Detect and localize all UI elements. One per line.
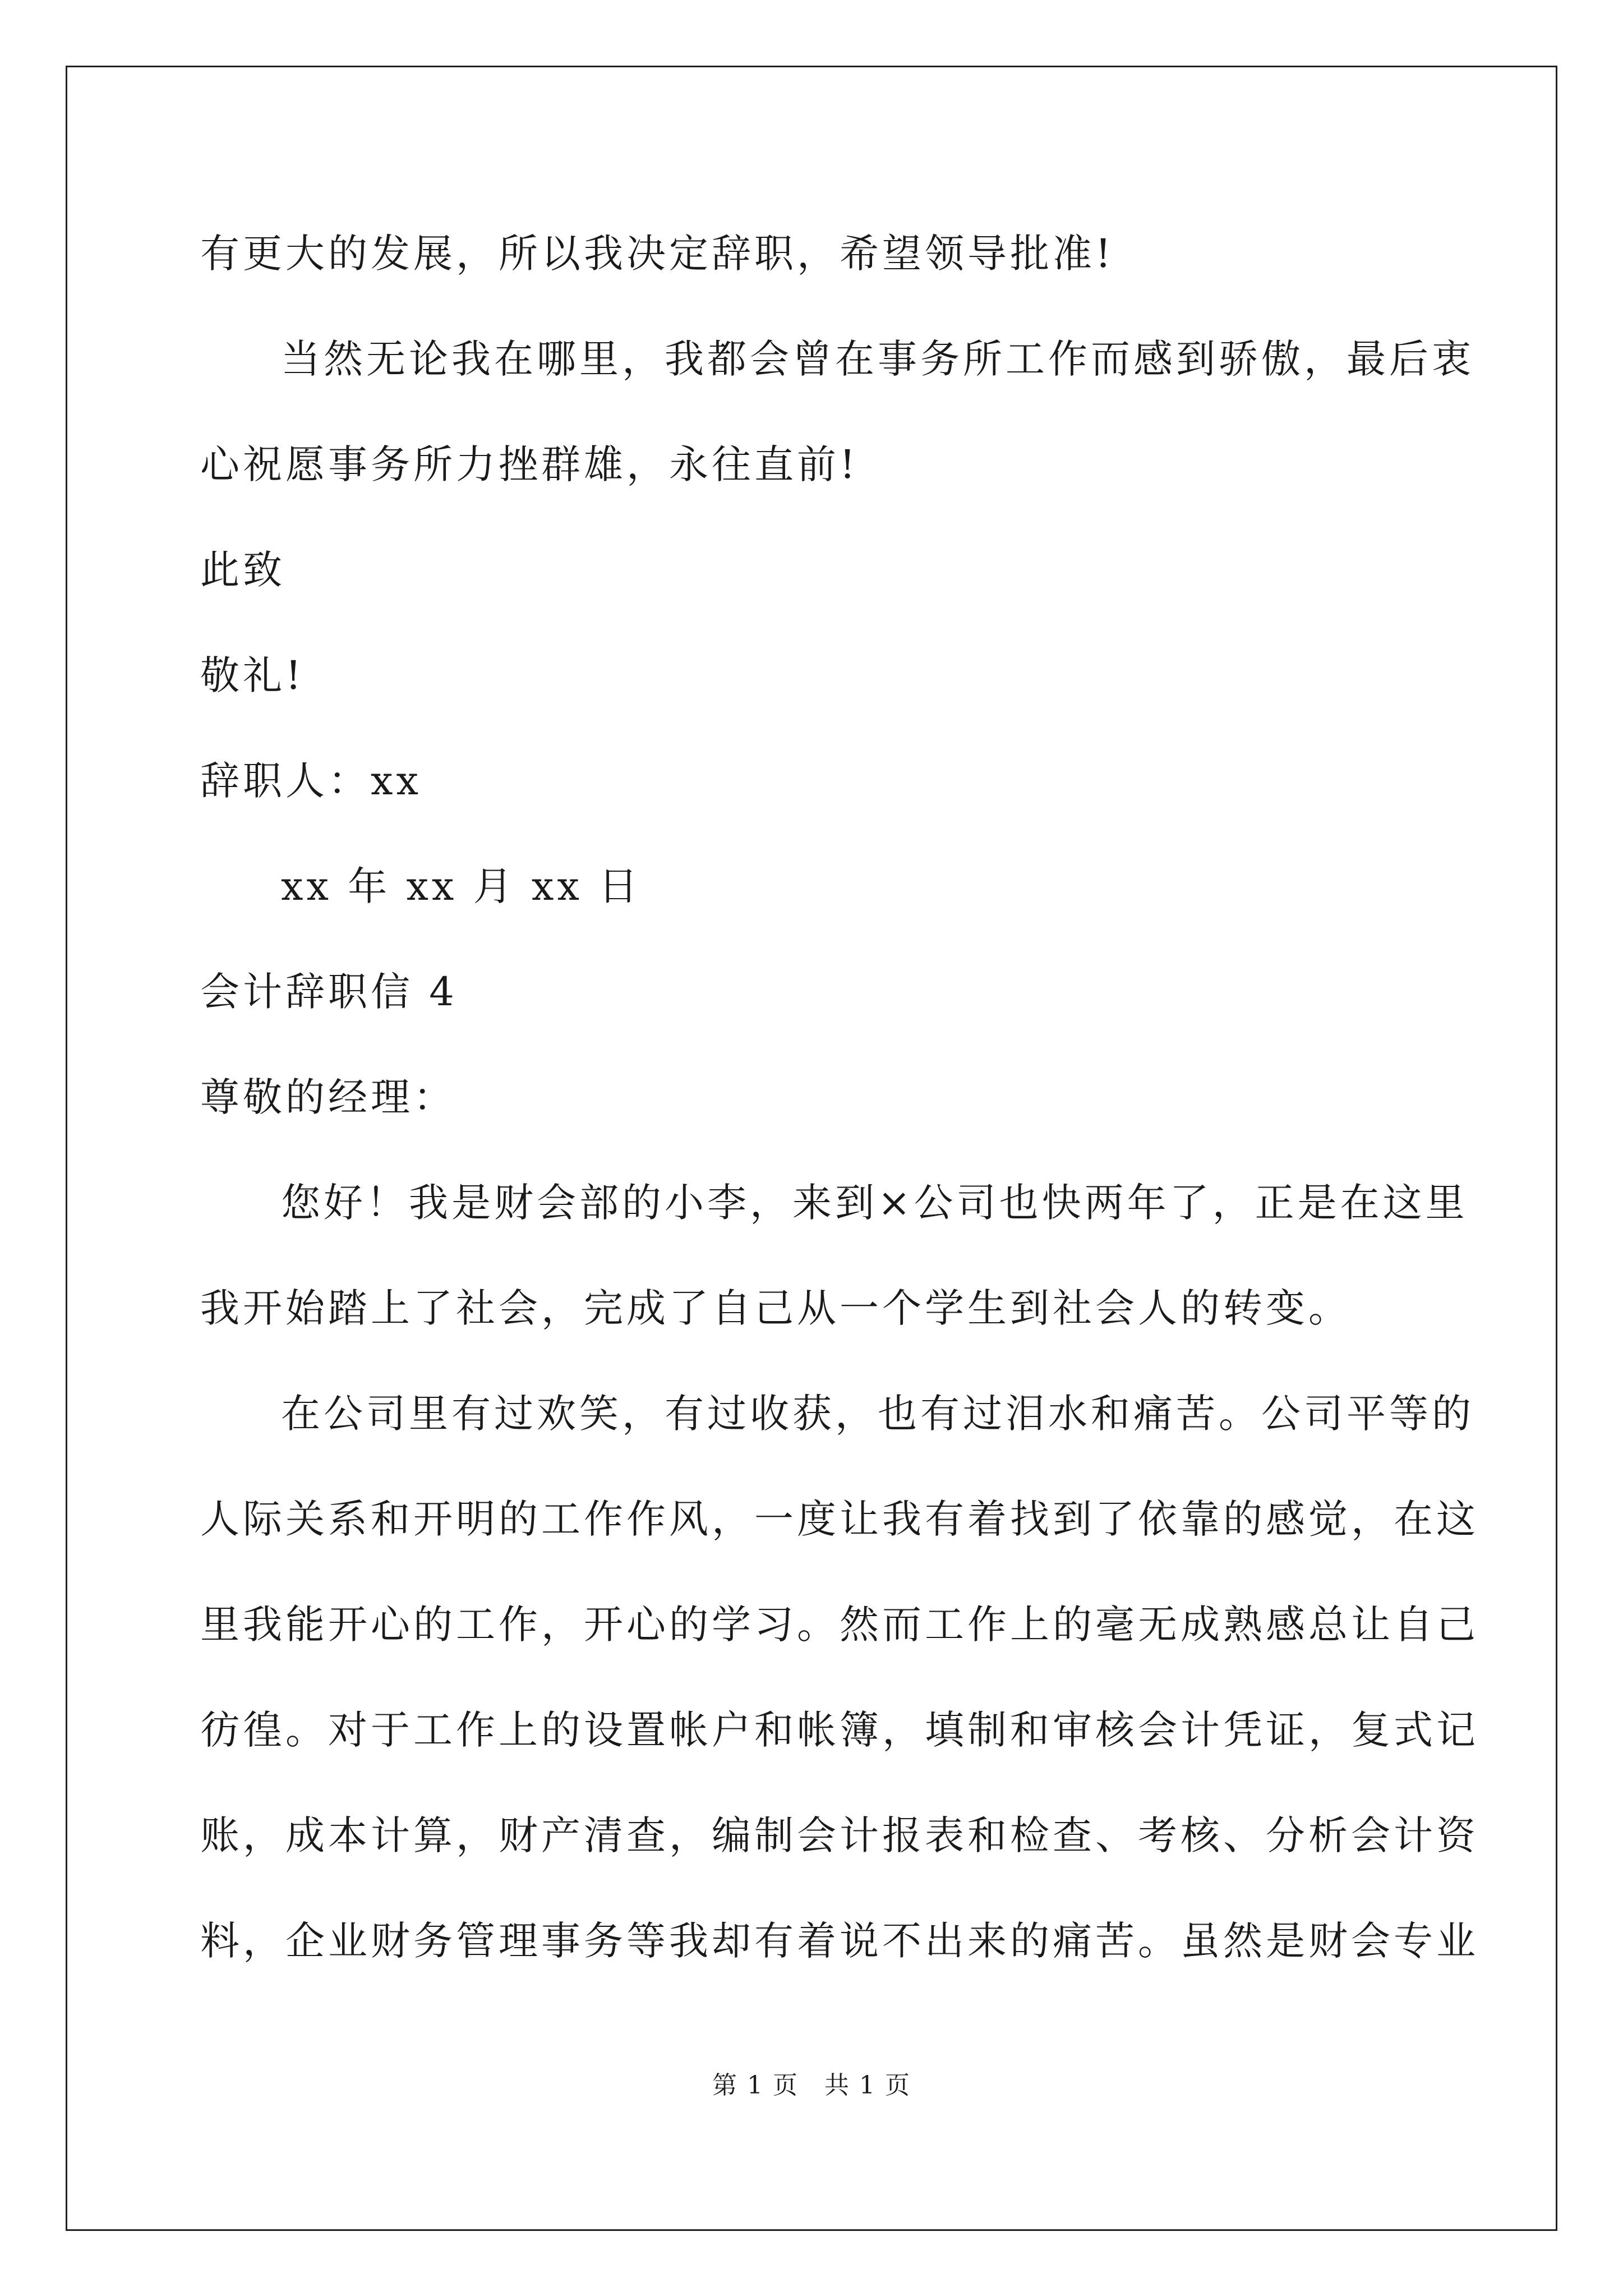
page-footer: 第 1 页 共 1 页 [712,2071,911,2100]
text-line: 料，企业财务管理事务等我却有着说不出来的痛苦。虽然是财会专业 [200,1918,1479,1964]
text-line: 您好！我是财会部的小李，来到×公司也快两年了，正是在这里 [281,1180,1468,1226]
text-line: 账，成本计算，财产清查，编制会计报表和检查、考核、分析会计资 [200,1812,1479,1858]
text-line: 在公司里有过欢笑，有过收获，也有过泪水和痛苦。公司平等的 [281,1391,1474,1437]
page-border [66,66,1557,2231]
closing-salutation: 此致 [200,547,285,593]
text-line: 彷徨。对于工作上的设置帐户和帐簿，填制和审核会计凭证，复式记 [200,1707,1479,1753]
text-line: 人际关系和开明的工作作风，一度让我有着找到了依靠的感觉，在这 [200,1496,1479,1542]
greeting: 尊敬的经理： [200,1074,456,1120]
section-title: 会计辞职信 4 [200,969,458,1015]
signature-line: 辞职人：xx [200,758,422,804]
text-line: 心祝愿事务所力挫群雄，永往直前! [200,441,859,487]
text-line: 有更大的发展，所以我决定辞职，希望领导批准! [200,231,1115,277]
date-line: xx 年 xx 月 xx 日 [281,863,642,909]
text-line: 里我能开心的工作，开心的学习。然而工作上的毫无成熟感总让自己 [200,1602,1479,1648]
text-line: 当然无论我在哪里，我都会曾在事务所工作而感到骄傲，最后衷 [281,336,1474,382]
text-line: 我开始踏上了社会，完成了自己从一个学生到社会人的转变。 [200,1285,1351,1331]
closing-regards: 敬礼! [200,652,305,698]
